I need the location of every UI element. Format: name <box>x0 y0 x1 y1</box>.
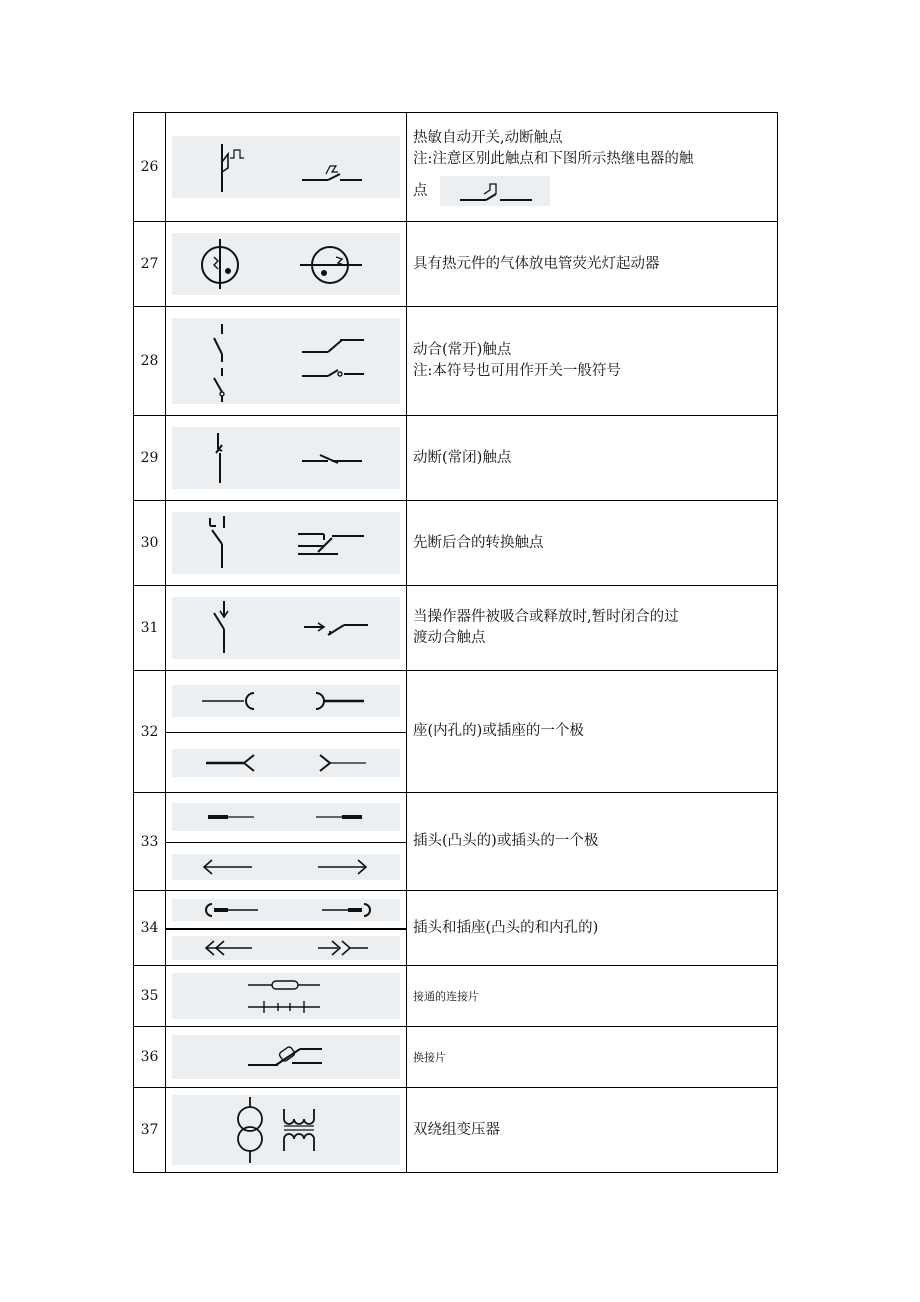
description-cell <box>407 307 778 416</box>
description-line: 动合(常开)触点 <box>413 342 512 358</box>
make-contact-symbol <box>172 318 400 404</box>
table-row <box>134 671 778 793</box>
table-row <box>134 586 778 671</box>
symbol-cell <box>166 307 407 416</box>
symbol-cell <box>166 793 407 891</box>
table-row <box>134 1088 778 1173</box>
table-row <box>134 966 778 1027</box>
description-cell: 动断(常闭)触点 <box>407 416 778 501</box>
row-number: 26 <box>134 113 166 222</box>
changeover-contact-symbol <box>172 512 400 574</box>
row-number: 27 <box>134 222 166 307</box>
break-contact-symbol <box>172 427 400 489</box>
table-row <box>134 113 778 222</box>
table-row <box>134 307 778 416</box>
row-number: 28 <box>134 307 166 416</box>
description-cell: 双绕组变压器 <box>407 1088 778 1173</box>
row-number: 29 <box>134 416 166 501</box>
symbol-table <box>133 112 778 1173</box>
plug-pole-symbol <box>172 854 400 880</box>
symbol-cell <box>166 501 407 586</box>
table-row <box>134 1027 778 1088</box>
description-line: 渡动合触点 <box>413 630 486 646</box>
symbol-cell <box>166 586 407 671</box>
symbol-cell <box>166 1088 407 1173</box>
connecting-link-symbol <box>172 973 400 1019</box>
description-line: 点 <box>413 183 428 199</box>
plug-symbol <box>172 803 400 831</box>
socket-pole-symbol <box>172 749 400 777</box>
row-number: 37 <box>134 1088 166 1173</box>
description-cell: 座(内孔的)或插座的一个极 <box>407 671 778 793</box>
description-line: 当操作器件被吸合或释放时,暂时闭合的过 <box>413 609 679 625</box>
table-row <box>134 793 778 891</box>
symbol-cell <box>166 671 407 793</box>
plug-and-socket-pole-symbol <box>172 936 400 960</box>
row-number: 32 <box>134 671 166 793</box>
description-line: 热敏自动开关,动断触点 <box>413 130 563 146</box>
table-row <box>134 222 778 307</box>
table-row <box>134 891 778 966</box>
description-cell <box>407 113 778 222</box>
table-row <box>134 416 778 501</box>
changeover-link-symbol <box>172 1035 400 1079</box>
row-number: 31 <box>134 586 166 671</box>
description-cell: 具有热元件的气体放电管荧光灯起动器 <box>407 222 778 307</box>
description-cell: 接通的连接片 <box>407 966 778 1027</box>
passing-make-contact-symbol <box>172 597 400 659</box>
description-line: 注:本符号也可用作开关一般符号 <box>413 363 621 379</box>
row-number: 36 <box>134 1027 166 1088</box>
table-row <box>134 501 778 586</box>
thermal-switch-symbol <box>172 136 400 198</box>
symbol-cell <box>166 416 407 501</box>
symbol-cell <box>166 966 407 1027</box>
description-cell: 换接片 <box>407 1027 778 1088</box>
socket-symbol <box>172 685 400 717</box>
row-number: 33 <box>134 793 166 891</box>
thermal-relay-contact-symbol <box>440 176 550 206</box>
row-number: 30 <box>134 501 166 586</box>
symbol-cell <box>166 113 407 222</box>
description-cell <box>407 586 778 671</box>
description-line: 注:注意区别此触点和下图所示热继电器的触 <box>413 151 694 167</box>
row-number: 35 <box>134 966 166 1027</box>
plug-and-socket-symbol <box>172 899 400 921</box>
description-cell: 插头和插座(凸头的和内孔的) <box>407 891 778 966</box>
row-number: 34 <box>134 891 166 966</box>
transformer-symbol <box>172 1095 400 1165</box>
starter-symbol <box>172 233 400 295</box>
symbol-cell <box>166 891 407 966</box>
description-cell: 插头(凸头的)或插头的一个极 <box>407 793 778 891</box>
description-cell: 先断后合的转换触点 <box>407 501 778 586</box>
symbol-cell <box>166 222 407 307</box>
symbol-cell <box>166 1027 407 1088</box>
